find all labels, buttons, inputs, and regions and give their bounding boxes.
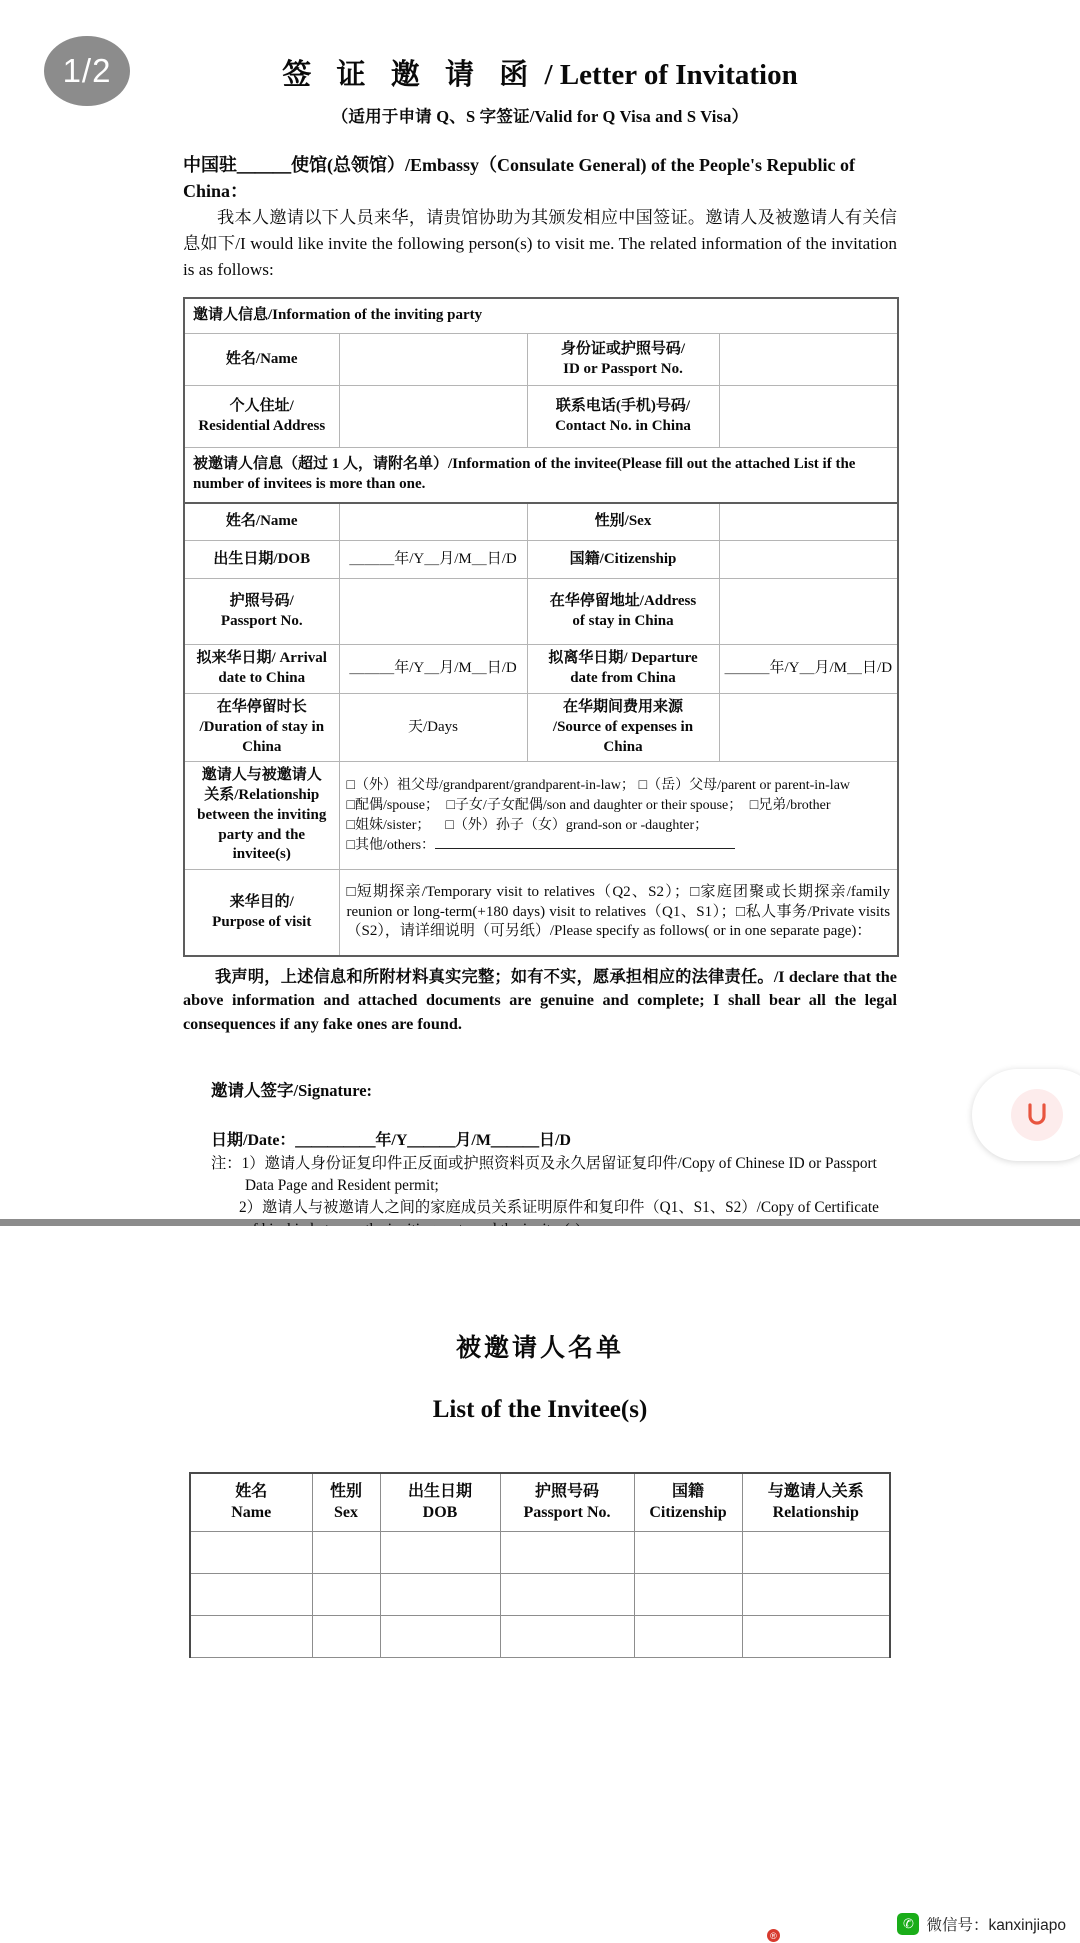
page-title [0,0,1080,93]
label-expenses-l3: China [603,738,643,755]
field-invitee-passport[interactable] [339,579,527,645]
cell-citizenship[interactable] [634,1531,742,1573]
embassy-address-line: 中国驻＿＿＿使馆(总领馆）/Embassy（Consulate General) of the People's Republic of China： [183,155,855,201]
checkbox-sister[interactable]: □姐妹/sister； [346,817,431,833]
table-row [184,298,898,333]
cell-relationship[interactable] [742,1615,890,1657]
label-residential-address-en: Residential Address [198,417,326,434]
label-address-of-stay-cn: 在华停留地址/Address [549,593,697,610]
wechat-watermark-text: 微信号：kanxinjiapo [926,1917,1066,1934]
list-item [211,1153,897,1175]
invitation-form-table [183,297,899,956]
label-relationship [184,762,339,870]
page-subtitle: （适用于申请 Q、S 字签证/Valid for Q Visa and S Visa） [331,107,749,126]
label-inviting-id-passport-cn: 身份证或护照号码/ [560,340,686,357]
table-row [184,762,898,870]
label-departure-date-en: date from China [570,670,676,687]
table-row [184,334,898,386]
label-duration-l2: /Duration of stay in [199,718,325,735]
checkbox-grandchild[interactable]: □（外）孙子（女）grand-son or -daughter； [445,817,709,833]
field-invitee-dob[interactable]: ＿＿＿年/Y＿月/M＿日/D [339,541,527,579]
label-expenses-l1: 在华期间费用来源 [562,698,683,715]
label-invitee-passport-cn: 护照号码/ [229,593,294,610]
column-header-relationship [742,1473,890,1531]
label-duration-l1: 在华停留时长 [216,698,307,715]
note-number-1: 1） [241,1154,265,1172]
intro-paragraph: 我本人邀请以下人员来华，请贵馆协助为其颁发相应中国签证。邀请人及被邀请人有关信息如下/I would like invite the following person(s) to visit me. The related information of the invitation is as follows: [183,208,897,280]
label-departure-date-cn: 拟离华日期/ Departure [548,650,698,667]
label-purpose-cn: 来华目的/ [229,893,294,910]
notes-label: 注： [211,1154,242,1172]
cell-name[interactable] [190,1573,312,1615]
field-contact-no[interactable] [719,386,898,448]
column-header-citizenship [634,1473,742,1531]
column-header-sex-cn: 性别 [329,1482,362,1500]
cell-name[interactable] [190,1615,312,1657]
label-invitee-citizenship: 国籍/Citizenship [527,541,719,579]
cell-citizenship[interactable] [634,1615,742,1657]
label-arrival-date [184,645,339,694]
cell-dob[interactable] [380,1531,500,1573]
label-purpose-of-visit [184,870,339,956]
column-header-name [190,1473,312,1531]
purpose-checkbox-group[interactable]: □短期探亲/Temporary visit to relatives（Q2、S2）；□家庭团聚或长期探亲/family reunion or long-term(+180 days) visit to relatives（Q1、S1）；□私人事务/Private visits（S2），请详细说明（可另纸）/Please specify as follows( or in one separate page)： [339,870,898,956]
inviting-party-section-header: 邀请人信息/Information of the inviting party [184,298,898,333]
checkbox-others[interactable]: □其他/others： [346,837,436,853]
label-relationship-l5: invitee(s) [232,846,291,863]
note-text-2: 邀请人与被邀请人之间的家庭成员关系证明原件和复印件（Q1、S1、S2）/Copy of Certificate [261,1198,879,1216]
field-inviting-id-passport[interactable] [719,334,898,386]
list-item [211,1197,897,1219]
label-purpose-en: Purpose of visit [212,913,312,930]
document-page-2 [0,1226,1080,1943]
wechat-watermark [897,1913,1066,1935]
checkbox-parent[interactable]: □（岳）父母/parent or parent-in-law [638,778,851,794]
column-header-name-cn: 姓名 [235,1482,268,1500]
column-header-dob-cn: 出生日期 [407,1482,472,1500]
label-arrival-date-en: date to China [218,670,306,687]
label-residential-address [184,386,339,448]
table-row [184,693,898,761]
field-residential-address[interactable] [339,386,527,448]
label-contact-no-cn: 联系电话(手机)号码/ [555,397,691,414]
table-row [190,1573,890,1615]
label-departure-date [527,645,719,694]
label-contact-no-en: Contact No. in China [555,417,691,434]
label-arrival-date-cn: 拟来华日期/ Arrival [196,650,327,667]
column-header-name-en: Name [231,1504,272,1522]
table-row [184,448,898,503]
date-label[interactable]: 日期/Date：＿＿＿＿＿年/Y＿＿＿月/M＿＿＿日/D [211,1131,571,1149]
page-title-separator: / [537,59,560,91]
magnet-icon [1011,1089,1063,1141]
table-row [184,541,898,579]
table-row [190,1531,890,1573]
label-relationship-l2: 关系/Relationship [204,787,320,804]
label-inviting-id-passport [527,334,719,386]
cell-citizenship[interactable] [634,1573,742,1615]
cell-relationship[interactable] [742,1573,890,1615]
field-invitee-name[interactable] [339,503,527,541]
field-duration-of-stay[interactable]: 天/Days [339,693,527,761]
wechat-icon: ✆ [897,1913,919,1935]
table-header-row [190,1473,890,1531]
column-header-dob-en: DOB [422,1504,458,1522]
table-row [184,579,898,645]
cell-passport[interactable] [500,1531,634,1573]
field-source-of-expenses[interactable] [719,693,898,761]
cell-dob[interactable] [380,1573,500,1615]
table-row [184,645,898,694]
cell-dob[interactable] [380,1615,500,1657]
label-expenses-l2: /Source of expenses in [552,718,694,735]
column-header-dob [380,1473,500,1531]
label-duration-l3: China [242,738,282,755]
note-cont-1: Data Page and Resident permit; [245,1176,439,1194]
column-header-relationship-cn: 与邀请人关系 [767,1482,864,1500]
label-address-of-stay-en: of stay in China [572,612,674,629]
field-address-of-stay[interactable] [719,579,898,645]
column-header-sex-en: Sex [334,1504,358,1522]
column-header-citizenship-en: Citizenship [649,1504,727,1522]
label-relationship-l1: 邀请人与被邀请人 [201,767,322,784]
label-contact-no [527,386,719,448]
note-number-2: 2） [239,1198,262,1216]
label-invitee-passport-en: Passport No. [220,612,303,629]
field-invitee-citizenship[interactable] [719,541,898,579]
checkbox-son-daughter[interactable]: □子女/子女配偶/son and daughter or their spouse； [446,797,743,813]
checkbox-spouse[interactable]: □配偶/spouse； [346,797,439,813]
others-blank-line[interactable] [435,836,735,849]
label-source-of-expenses [527,693,719,761]
column-header-passport [500,1473,634,1531]
field-inviting-name[interactable] [339,334,527,386]
label-relationship-l3: between the inviting [197,806,327,823]
invitee-section-header: 被邀请人信息（超过 1 人，请附名单）/Information of the invitee(Please fill out the attached List if the number of invitees is more than one. [184,448,898,503]
cell-relationship[interactable] [742,1531,890,1573]
label-invitee-dob: 出生日期/DOB [184,541,339,579]
label-invitee-name: 姓名/Name [184,503,339,541]
cell-passport[interactable] [500,1573,634,1615]
cell-name[interactable] [190,1531,312,1573]
relationship-checkbox-group[interactable] [339,762,898,870]
cell-sex[interactable] [312,1573,380,1615]
declaration-text: 我声明，上述信息和所附材料真实完整；如有不实，愿承担相应的法律责任。/I declare that the above information and attached documents are genuine and complete; I shall bear all the legal consequences if any fake ones are found. [183,967,897,1034]
column-header-passport-cn: 护照号码 [534,1482,599,1500]
label-residential-address-cn: 个人住址/ [229,397,294,414]
label-address-of-stay [527,579,719,645]
table-row [184,503,898,541]
page2-title-cn: 被邀请人名单 [455,1335,624,1362]
signature-label[interactable]: 邀请人签字/Signature: [211,1080,373,1100]
table-row [184,870,898,956]
column-header-relationship-en: Relationship [772,1504,859,1522]
page-title-en: Letter of Invitation [559,59,798,91]
column-header-passport-en: Passport No. [523,1504,611,1522]
column-header-citizenship-cn: 国籍 [671,1482,704,1500]
table-row [190,1615,890,1657]
invitee-list-table [189,1472,891,1658]
page2-title-en: List of the Invitee(s) [432,1396,648,1423]
label-inviting-name: 姓名/Name [184,334,339,386]
cell-passport[interactable] [500,1615,634,1657]
cell-sex[interactable] [312,1531,380,1573]
checkbox-brother[interactable]: □兄弟/brother [749,797,831,813]
column-header-sex [312,1473,380,1531]
cell-sex[interactable] [312,1615,380,1657]
label-invitee-passport [184,579,339,645]
table-row [184,386,898,448]
label-inviting-id-passport-en: ID or Passport No. [563,360,683,377]
page-title-cn: 签 证 邀 请 函 [282,59,538,91]
field-departure-date[interactable]: ＿＿＿年/Y＿月/M＿日/D [719,645,898,694]
note-text-1: 邀请人身份证复印件正反面或护照资料页及永久居留证复印件/Copy of Chinese ID or Passport [264,1154,877,1172]
label-duration-of-stay [184,693,339,761]
label-invitee-sex: 性别/Sex [527,503,719,541]
invitee-list-body [190,1531,890,1657]
field-arrival-date[interactable]: ＿＿＿年/Y＿月/M＿日/D [339,645,527,694]
checkbox-grandparent[interactable]: □（外）祖父母/grandparent/grandparent-in-law； [346,778,635,794]
copyright-badge: ® [767,1929,780,1942]
label-relationship-l4: party and the [218,826,306,843]
page-indicator-badge: 1/2 [44,36,130,106]
field-invitee-sex[interactable] [719,503,898,541]
floating-action-button[interactable] [972,1069,1080,1161]
